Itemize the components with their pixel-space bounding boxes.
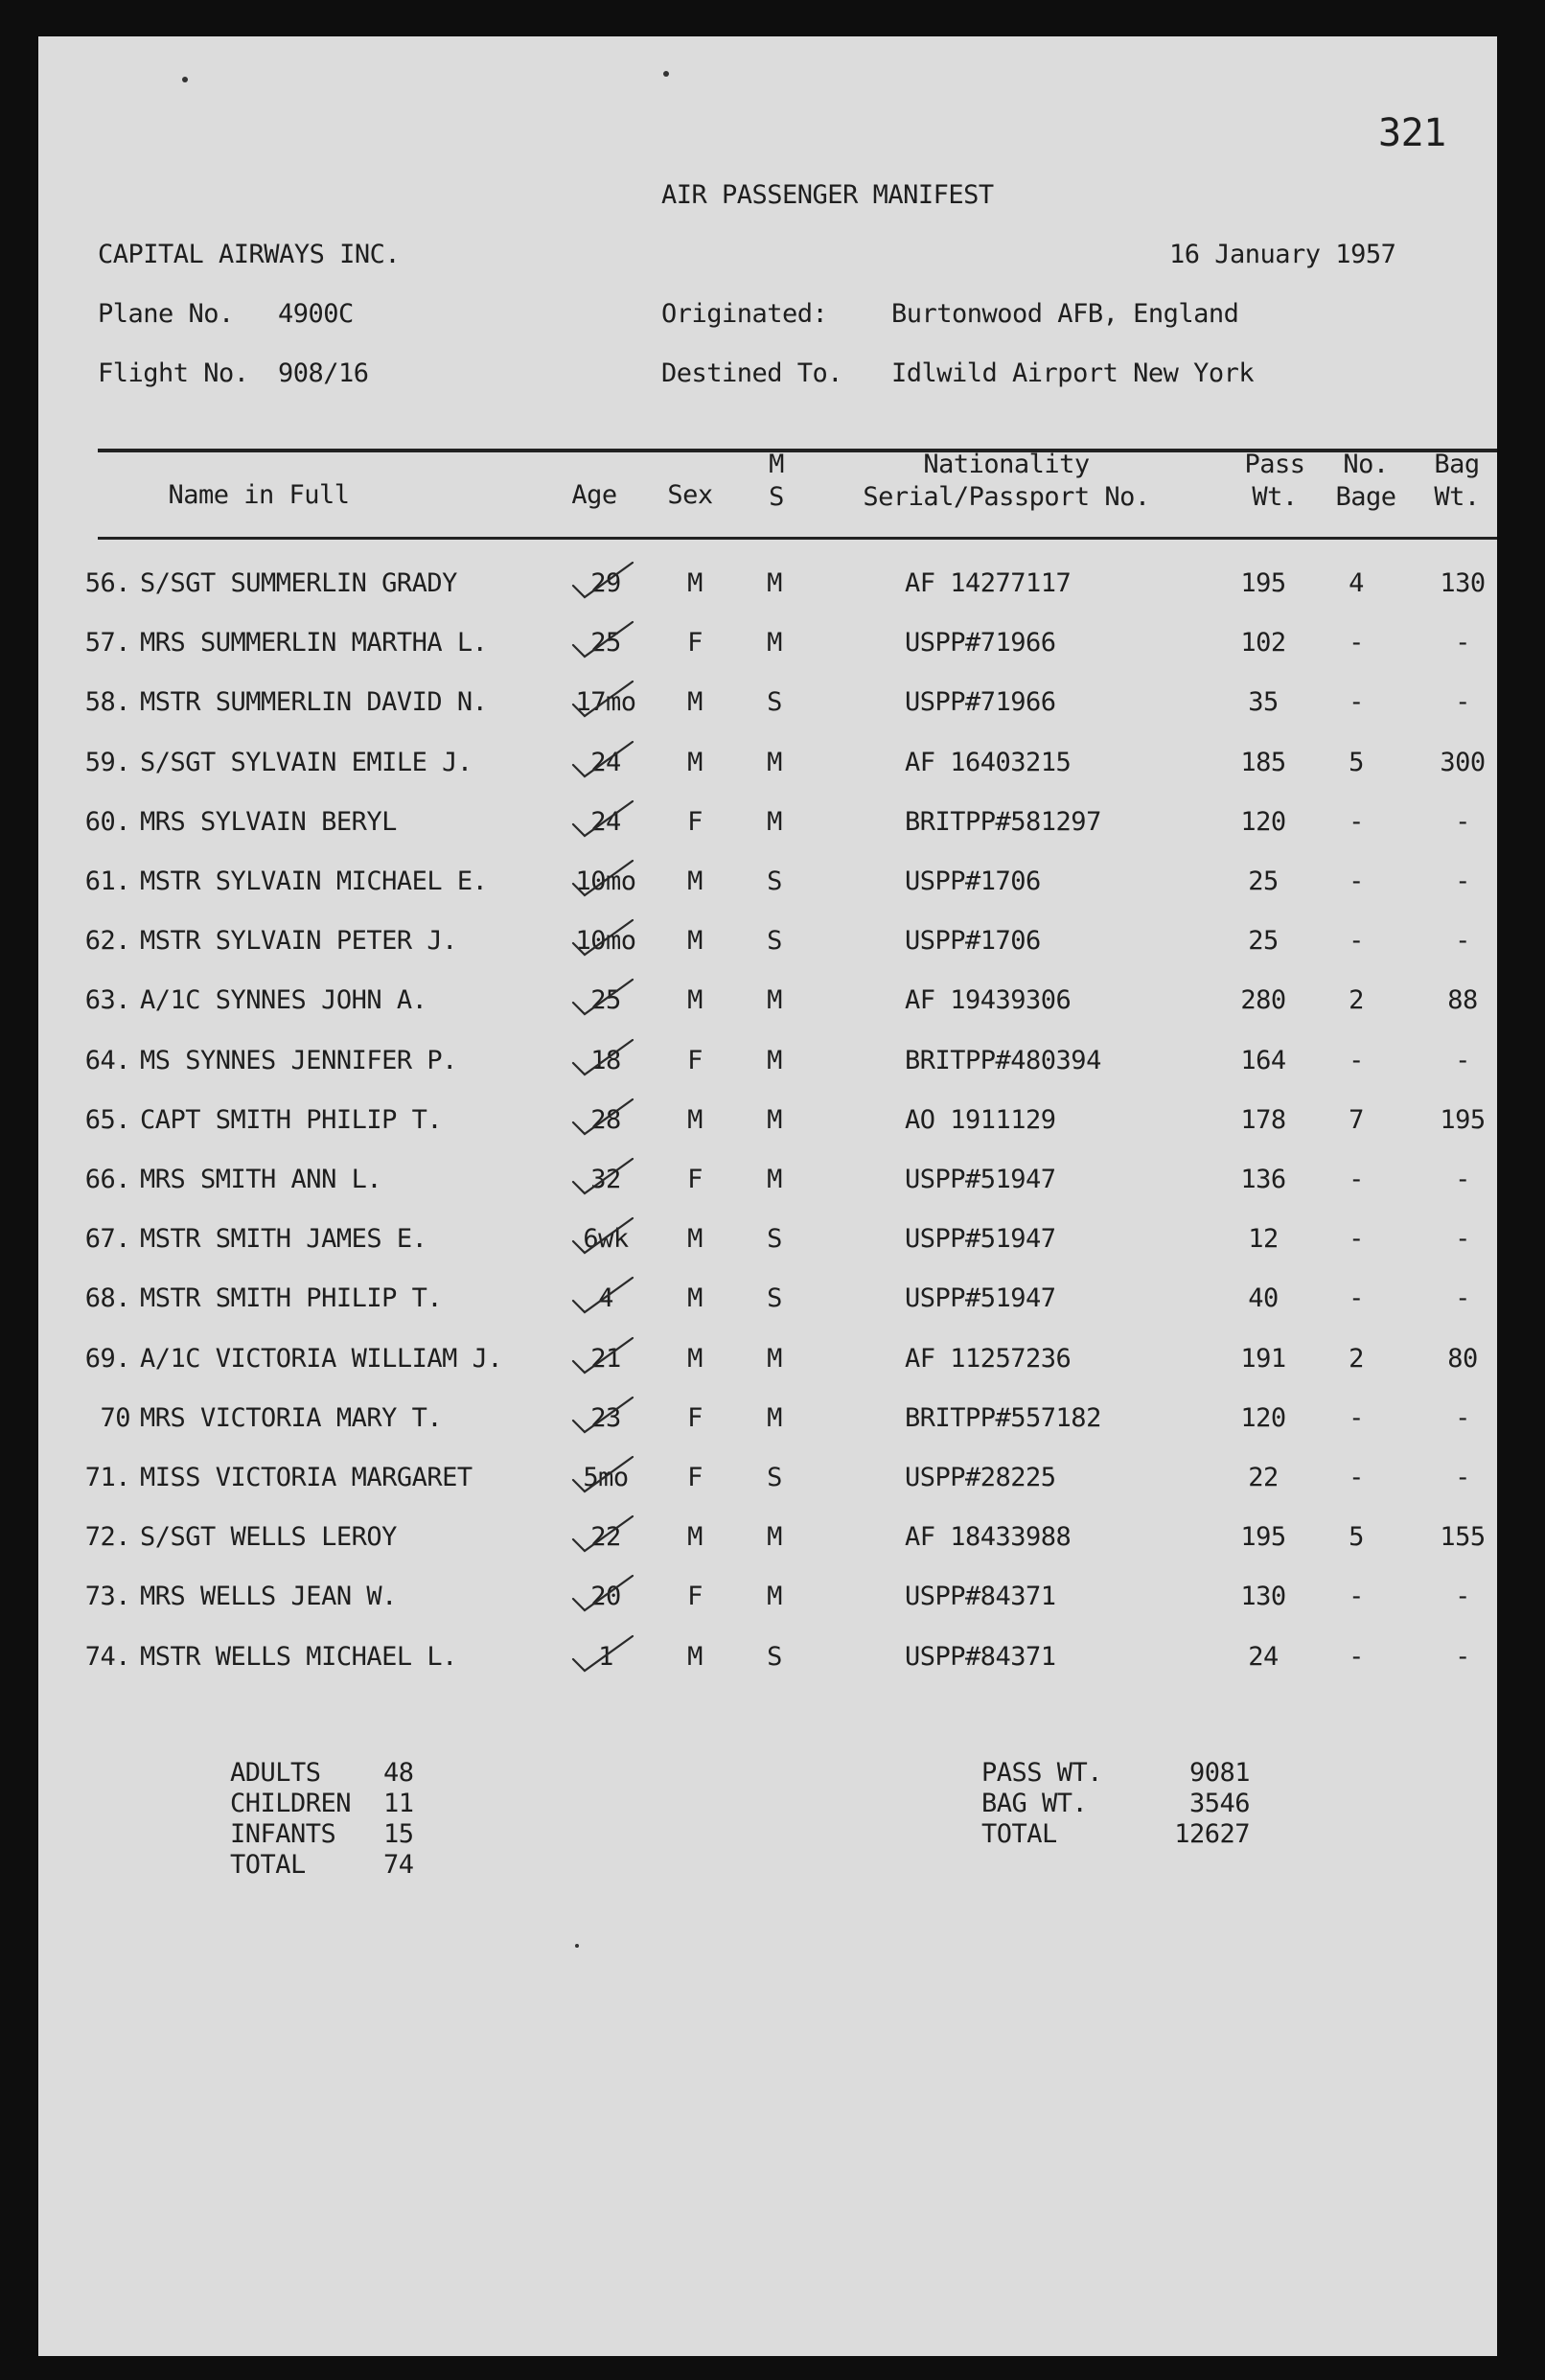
passenger-marital-status: S: [767, 1283, 782, 1314]
passenger-marital-status: S: [767, 1463, 782, 1492]
table-row: [38, 748, 1497, 807]
header-line: S: [769, 482, 784, 512]
bag-count: -: [1349, 1402, 1364, 1433]
passenger-weight: 120: [1240, 1402, 1286, 1433]
bag-weight: -: [1455, 926, 1470, 957]
plane-label: Plane No.: [98, 299, 234, 329]
row-number: 68.: [84, 1283, 130, 1314]
total-label: INFANTS: [230, 1819, 336, 1849]
table-row: [38, 628, 1497, 687]
table-row: [38, 1522, 1497, 1582]
bag-count: -: [1349, 1641, 1364, 1672]
row-number: 63.: [84, 985, 130, 1016]
passenger-name: MISS VICTORIA MARGARET: [140, 1463, 473, 1492]
column-header-sex: Sex: [667, 480, 713, 510]
passenger-serial: USPP#1706: [905, 867, 1041, 896]
passenger-weight: 195: [1240, 568, 1286, 598]
passenger-marital-status: M: [767, 1104, 782, 1135]
manifest-sheet: [38, 36, 1497, 2356]
table-row: [38, 1344, 1497, 1403]
bag-weight: -: [1455, 1045, 1470, 1075]
passenger-weight: 191: [1240, 1343, 1286, 1374]
table-row: [38, 867, 1497, 926]
table-row: [38, 1105, 1497, 1165]
header-line: Nationality: [923, 450, 1090, 479]
passenger-serial: USPP#51947: [905, 1224, 1056, 1255]
document-title: AIR PASSENGER MANIFEST: [661, 180, 994, 210]
passenger-age: 28: [590, 1104, 621, 1135]
row-number: 70: [100, 1402, 130, 1433]
table-row: [38, 1582, 1497, 1641]
passenger-marital-status: M: [767, 1165, 782, 1194]
table-row: [38, 807, 1497, 867]
passenger-name: S/SGT WELLS LEROY: [140, 1522, 397, 1553]
passenger-name: S/SGT SYLVAIN EMILE J.: [140, 747, 473, 777]
passenger-name: S/SGT SUMMERLIN GRADY: [140, 568, 457, 598]
row-number: 67.: [84, 1224, 130, 1255]
passenger-sex: M: [687, 1104, 703, 1135]
header-line: Bag: [1434, 450, 1480, 479]
table-row: [38, 926, 1497, 985]
row-number: 66.: [84, 1165, 130, 1194]
passenger-sex: M: [687, 985, 703, 1016]
header-line: Serial/Passport No.: [863, 482, 1150, 512]
passenger-sex: M: [687, 687, 703, 718]
bag-count: 4: [1349, 568, 1364, 598]
flight-label: Flight No.: [98, 358, 249, 388]
passenger-name: MS SYNNES JENNIFER P.: [140, 1045, 457, 1075]
total-label: TOTAL: [981, 1819, 1057, 1849]
passenger-sex: M: [687, 1522, 703, 1553]
passenger-age: 4: [598, 1283, 613, 1314]
passenger-serial: USPP#51947: [905, 1283, 1056, 1314]
table-row: [38, 687, 1497, 747]
passenger-age: 10mo: [575, 926, 636, 957]
table-row: [38, 568, 1497, 628]
bag-weight: 80: [1447, 1343, 1478, 1374]
row-number: 57.: [84, 628, 130, 659]
passenger-weight: 25: [1248, 926, 1279, 957]
weight-totals: [981, 1758, 1269, 1850]
passenger-weight: 25: [1248, 867, 1279, 896]
header-line: M: [769, 450, 784, 479]
passenger-sex: M: [687, 1641, 703, 1672]
passenger-sex: M: [687, 568, 703, 598]
bag-weight: -: [1455, 1641, 1470, 1672]
passenger-marital-status: M: [767, 1045, 782, 1075]
passenger-weight: 178: [1240, 1104, 1286, 1135]
row-number: 58.: [84, 687, 130, 718]
passenger-marital-status: S: [767, 1641, 782, 1672]
bag-weight: -: [1455, 806, 1470, 837]
passenger-name: MSTR WELLS MICHAEL L.: [140, 1641, 457, 1672]
table-row: [38, 1165, 1497, 1224]
passenger-marital-status: M: [767, 568, 782, 598]
passenger-marital-status: S: [767, 867, 782, 896]
passenger-name: MSTR SMITH JAMES E.: [140, 1224, 427, 1255]
bag-weight: -: [1455, 1463, 1470, 1492]
passenger-serial: BRITPP#581297: [905, 806, 1101, 837]
bag-weight: -: [1455, 628, 1470, 659]
passenger-age: 5mo: [583, 1463, 629, 1492]
bag-weight: -: [1455, 687, 1470, 718]
passenger-name: MSTR SUMMERLIN DAVID N.: [140, 687, 488, 718]
bag-weight: 88: [1447, 985, 1478, 1016]
bag-count: -: [1349, 926, 1364, 957]
column-header-bag-count: [1323, 449, 1409, 514]
passenger-name: MRS WELLS JEAN W.: [140, 1582, 397, 1612]
passenger-marital-status: M: [767, 1522, 782, 1553]
passenger-name: MRS VICTORIA MARY T.: [140, 1402, 443, 1433]
table-row: [38, 985, 1497, 1045]
page-number: 321: [1378, 111, 1446, 155]
passenger-weight: 22: [1248, 1463, 1279, 1492]
bag-count: 5: [1349, 747, 1364, 777]
bag-weight: -: [1455, 1165, 1470, 1194]
passenger-weight: 102: [1240, 628, 1286, 659]
bag-weight: -: [1455, 867, 1470, 896]
passenger-age: 20: [590, 1582, 621, 1612]
passenger-age: 29: [590, 568, 621, 598]
row-number: 73.: [84, 1582, 130, 1612]
total-value: 74: [383, 1850, 414, 1880]
passenger-marital-status: M: [767, 1402, 782, 1433]
total-label: TOTAL: [230, 1850, 306, 1880]
total-value: 11: [383, 1789, 414, 1818]
passenger-serial: BRITPP#557182: [905, 1402, 1101, 1433]
table-row: [38, 1283, 1497, 1343]
passenger-sex: F: [687, 1045, 703, 1075]
passenger-weight: 120: [1240, 806, 1286, 837]
flight-value: 908/16: [278, 358, 369, 388]
destined-value: Idlwild Airport New York: [891, 358, 1255, 388]
passenger-weight: 280: [1240, 985, 1286, 1016]
passenger-marital-status: S: [767, 926, 782, 957]
passenger-age: 17mo: [575, 687, 636, 718]
column-header-age: Age: [571, 480, 617, 510]
total-label: ADULTS: [230, 1758, 321, 1788]
column-header-marital-status: [748, 449, 805, 514]
passenger-serial: USPP#84371: [905, 1582, 1056, 1612]
passenger-sex: F: [687, 1582, 703, 1612]
passenger-age: 32: [590, 1165, 621, 1194]
scan-speck: [663, 71, 669, 77]
passenger-serial: AF 18433988: [905, 1522, 1072, 1553]
row-number: 60.: [84, 806, 130, 837]
passenger-age: 22: [590, 1522, 621, 1553]
passenger-marital-status: S: [767, 1224, 782, 1255]
total-value: 9081: [1188, 1758, 1250, 1788]
column-header-bag-weight: [1418, 449, 1495, 514]
passenger-age: 25: [590, 985, 621, 1016]
carrier-name: CAPITAL AIRWAYS INC.: [98, 240, 401, 269]
passenger-serial: BRITPP#480394: [905, 1045, 1101, 1075]
passenger-marital-status: M: [767, 628, 782, 659]
bag-count: 5: [1349, 1522, 1364, 1553]
passenger-serial: USPP#1706: [905, 926, 1041, 957]
scan-speck: [575, 1944, 579, 1948]
header-bottom-rule: [98, 537, 1497, 540]
table-row: [38, 1642, 1497, 1701]
column-header-nationality: [853, 449, 1160, 514]
passenger-serial: USPP#51947: [905, 1165, 1056, 1194]
bag-count: 2: [1349, 1343, 1364, 1374]
bag-count: -: [1349, 806, 1364, 837]
column-header-name: Name in Full: [168, 480, 350, 510]
destined-label: Destined To.: [661, 358, 843, 388]
passenger-name: MSTR SYLVAIN PETER J.: [140, 926, 457, 957]
passenger-serial: USPP#28225: [905, 1463, 1056, 1492]
originated-value: Burtonwood AFB, England: [891, 299, 1239, 329]
passenger-weight: 136: [1240, 1165, 1286, 1194]
passenger-age: 24: [590, 747, 621, 777]
passenger-age: 25: [590, 628, 621, 659]
row-number: 74.: [84, 1641, 130, 1672]
passenger-name: A/1C SYNNES JOHN A.: [140, 985, 427, 1016]
row-number: 64.: [84, 1045, 130, 1075]
row-number: 69.: [84, 1343, 130, 1374]
passenger-marital-status: M: [767, 985, 782, 1016]
passenger-sex: M: [687, 1283, 703, 1314]
row-number: 62.: [84, 926, 130, 957]
passenger-serial: AF 19439306: [905, 985, 1072, 1016]
passenger-marital-status: M: [767, 747, 782, 777]
plane-value: 4900C: [278, 299, 354, 329]
row-number: 71.: [84, 1463, 130, 1492]
column-header-pass-weight: [1227, 449, 1323, 514]
passenger-serial: USPP#71966: [905, 628, 1056, 659]
header-line: No.: [1343, 450, 1389, 479]
passenger-count-totals: [230, 1758, 479, 1881]
bag-weight: 195: [1440, 1104, 1486, 1135]
passenger-weight: 185: [1240, 747, 1286, 777]
passenger-sex: F: [687, 628, 703, 659]
passenger-weight: 24: [1248, 1641, 1279, 1672]
total-row-weight-total: [981, 1819, 1269, 1850]
total-value: 12627: [1174, 1819, 1250, 1849]
passenger-sex: F: [687, 1402, 703, 1433]
bag-weight: -: [1455, 1224, 1470, 1255]
passenger-name: MSTR SMITH PHILIP T.: [140, 1283, 443, 1314]
bag-count: 2: [1349, 985, 1364, 1016]
total-value: 15: [383, 1819, 414, 1849]
passenger-sex: M: [687, 867, 703, 896]
bag-count: -: [1349, 1283, 1364, 1314]
passenger-name: MRS SMITH ANN L.: [140, 1165, 382, 1194]
total-row-infants: [230, 1819, 479, 1850]
passenger-serial: USPP#84371: [905, 1641, 1056, 1672]
total-row-total: [230, 1850, 479, 1881]
passenger-serial: USPP#71966: [905, 687, 1056, 718]
passenger-serial: AF 14277117: [905, 568, 1072, 598]
passenger-name: MRS SUMMERLIN MARTHA L.: [140, 628, 488, 659]
bag-count: -: [1349, 867, 1364, 896]
passenger-sex: F: [687, 806, 703, 837]
manifest-date: 16 January 1957: [1169, 240, 1396, 269]
header-line: Pass: [1244, 450, 1305, 479]
passenger-marital-status: M: [767, 806, 782, 837]
originated-label: Originated:: [661, 299, 828, 329]
bag-count: -: [1349, 1224, 1364, 1255]
passenger-weight: 130: [1240, 1582, 1286, 1612]
bag-weight: 155: [1440, 1522, 1486, 1553]
table-row: [38, 1224, 1497, 1283]
passenger-sex: M: [687, 1224, 703, 1255]
header-line: Bage: [1335, 482, 1396, 512]
passenger-age: 6wk: [583, 1224, 629, 1255]
passenger-name: MSTR SYLVAIN MICHAEL E.: [140, 867, 488, 896]
passenger-age: 10mo: [575, 867, 636, 896]
row-number: 65.: [84, 1104, 130, 1135]
passenger-marital-status: S: [767, 687, 782, 718]
passenger-serial: AF 16403215: [905, 747, 1072, 777]
bag-count: -: [1349, 628, 1364, 659]
total-value: 3546: [1188, 1789, 1250, 1818]
row-number: 59.: [84, 747, 130, 777]
passenger-weight: 12: [1248, 1224, 1279, 1255]
passenger-marital-status: M: [767, 1582, 782, 1612]
passenger-serial: AF 11257236: [905, 1343, 1072, 1374]
passenger-sex: M: [687, 1343, 703, 1374]
passenger-sex: F: [687, 1165, 703, 1194]
table-row: [38, 1403, 1497, 1463]
scan-speck: [182, 77, 188, 82]
bag-weight: -: [1455, 1582, 1470, 1612]
total-label: BAG WT.: [981, 1789, 1088, 1818]
total-label: PASS WT.: [981, 1758, 1103, 1788]
passenger-age: 18: [590, 1045, 621, 1075]
header-line: Wt.: [1434, 482, 1480, 512]
bag-weight: 300: [1440, 747, 1486, 777]
passenger-weight: 164: [1240, 1045, 1286, 1075]
header-line: Wt.: [1252, 482, 1298, 512]
passenger-age: 21: [590, 1343, 621, 1374]
bag-count: 7: [1349, 1104, 1364, 1135]
bag-count: -: [1349, 1045, 1364, 1075]
passenger-serial: AO 1911129: [905, 1104, 1056, 1135]
passenger-sex: M: [687, 747, 703, 777]
total-value: 48: [383, 1758, 414, 1788]
passenger-weight: 195: [1240, 1522, 1286, 1553]
passenger-marital-status: M: [767, 1343, 782, 1374]
total-row-children: [230, 1789, 479, 1819]
row-number: 72.: [84, 1522, 130, 1553]
passenger-name: A/1C VICTORIA WILLIAM J.: [140, 1343, 503, 1374]
passenger-age: 23: [590, 1402, 621, 1433]
passenger-name: MRS SYLVAIN BERYL: [140, 806, 397, 837]
passenger-name: CAPT SMITH PHILIP T.: [140, 1104, 443, 1135]
passenger-sex: F: [687, 1463, 703, 1492]
bag-weight: -: [1455, 1402, 1470, 1433]
row-number: 56.: [84, 568, 130, 598]
bag-count: -: [1349, 1463, 1364, 1492]
bag-weight: -: [1455, 1283, 1470, 1314]
bag-count: -: [1349, 1165, 1364, 1194]
passenger-age: 24: [590, 806, 621, 837]
passenger-sex: M: [687, 926, 703, 957]
total-label: CHILDREN: [230, 1789, 352, 1818]
table-row: [38, 1463, 1497, 1522]
passenger-weight: 40: [1248, 1283, 1279, 1314]
row-number: 61.: [84, 867, 130, 896]
total-row-bag-weight: [981, 1789, 1269, 1819]
passenger-age: 1: [598, 1641, 613, 1672]
bag-count: -: [1349, 1582, 1364, 1612]
bag-count: -: [1349, 687, 1364, 718]
passenger-weight: 35: [1248, 687, 1279, 718]
bag-weight: 130: [1440, 568, 1486, 598]
table-row: [38, 1046, 1497, 1105]
total-row-adults: [230, 1758, 479, 1789]
total-row-pass-weight: [981, 1758, 1269, 1789]
